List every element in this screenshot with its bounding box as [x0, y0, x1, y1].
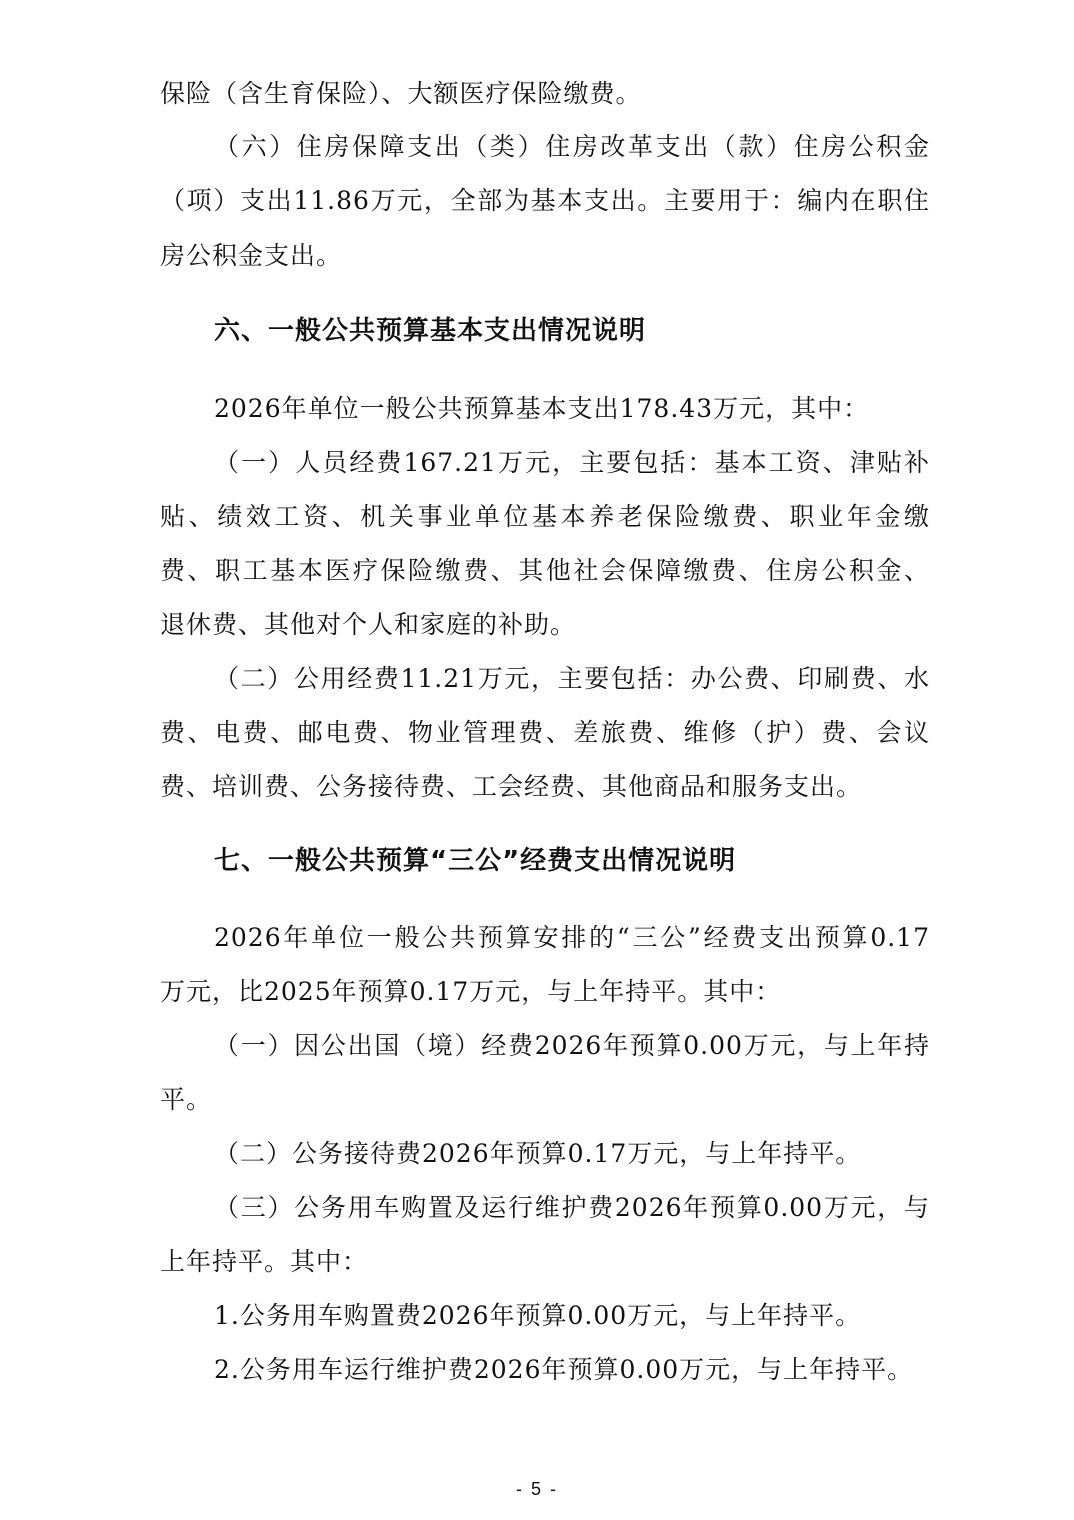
paragraph-line: 费、职工基本医疗保险缴费、其他社会保障缴费、住房公积金、 [160, 556, 930, 585]
paragraph-line: 平。 [160, 1085, 213, 1114]
paragraph-line: 1.公务用车购置费2026年预算0.00万元，与上年持平。 [214, 1301, 862, 1330]
paragraph-line: （一）因公出国（境）经费2026年预算0.00万元，与上年持 [214, 1031, 930, 1060]
section-heading: 七、一般公共预算“三公”经费支出情况说明 [214, 846, 737, 876]
paragraph-line: （二）公用经费11.21万元，主要包括：办公费、印刷费、水 [214, 664, 930, 693]
paragraph-line: （二）公务接待费2026年预算0.17万元，与上年持平。 [214, 1139, 862, 1168]
paragraph-line: 贴、绩效工资、机关事业单位基本养老保险缴费、职业年金缴 [160, 502, 930, 531]
section-heading: 六、一般公共预算基本支出情况说明 [214, 316, 647, 346]
paragraph-line: 保险（含生育保险）、大额医疗保险缴费。 [160, 79, 642, 108]
paragraph-line: 2.公务用车运行维护费2026年预算0.00万元，与上年持平。 [214, 1355, 914, 1384]
paragraph-line: （三）公务用车购置及运行维护费2026年预算0.00万元，与 [214, 1193, 930, 1222]
paragraph-line: （项）支出11.86万元，全部为基本支出。主要用于：编内在职住 [160, 186, 930, 215]
paragraph-line: 房公积金支出。 [160, 241, 343, 270]
page-number: - 5 - [515, 1479, 558, 1499]
paragraph-line: 费、培训费、公务接待费、工会经费、其他商品和服务支出。 [160, 772, 863, 801]
paragraph-line: 费、电费、邮电费、物业管理费、差旅费、维修（护）费、会议 [160, 718, 930, 747]
paragraph-line: 万元，比2025年预算0.17万元，与上年持平。其中： [160, 977, 782, 1006]
paragraph-line: （六）住房保障支出（类）住房改革支出（款）住房公积金 [214, 132, 930, 161]
paragraph-line: 退休费、其他对个人和家庭的补助。 [160, 610, 577, 639]
paragraph-line: 2026年单位一般公共预算安排的“三公”经费支出预算0.17 [214, 923, 930, 952]
paragraph-line: 上年持平。其中： [160, 1247, 369, 1276]
paragraph-line: （一）人员经费167.21万元，主要包括：基本工资、津贴补 [214, 448, 930, 477]
paragraph-line: 2026年单位一般公共预算基本支出178.43万元，其中： [214, 394, 870, 423]
